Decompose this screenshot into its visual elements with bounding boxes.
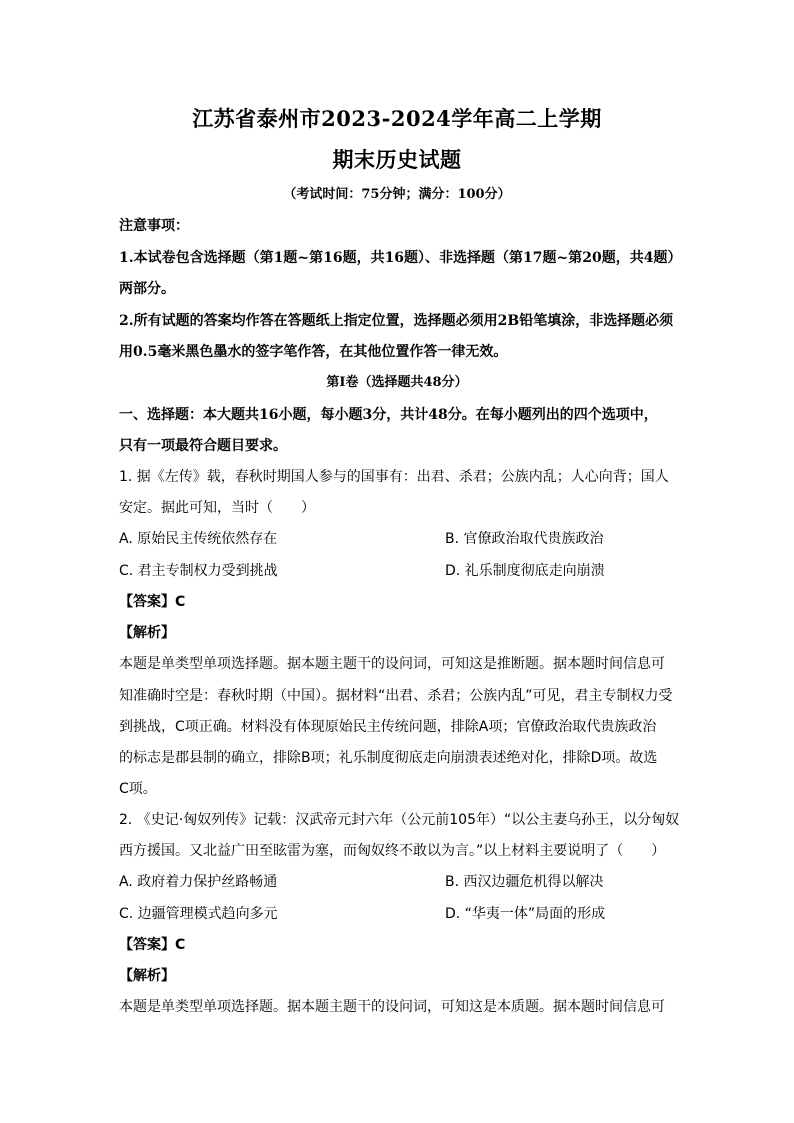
section-instruction-line1: 一、选择题：本大题共16小题，每小题3分，共计48分。在每小题列出的四个选项中， [119,407,658,423]
q1-option-b: B. 官僚政治取代贵族政治 [445,531,604,547]
page-title-line1: 江苏省泰州市2023-2024学年高二上学期 [192,106,602,131]
q2-stem-line2: 西方援国。又北益广田至眩雷为塞，而匈奴终不敢以为言。”以上材料主要说明了（ ） [119,843,666,859]
q2-stem-line1: 2. 《史记·匈奴列传》记载：汉武帝元封六年（公元前105年）“以公主妻乌孙王，以分匈奴 [119,812,680,828]
q2-answer: 【答案】C [119,937,186,953]
q1-analysis-line: C项。 [119,781,157,797]
q2-option-d: D. “华夷一体”局面的形成 [445,906,606,922]
q1-option-c: C. 君主专制权力受到挑战 [119,563,278,579]
q2-analysis-label: 【解析】 [119,968,175,984]
q1-option-a: A. 原始民主传统依然存在 [119,531,278,547]
q2-analysis-line: 本题是单类型单项选择题。据本题主题干的设问词，可知这是本质题。据本题时间信息可 [119,999,665,1015]
q1-analysis-line: 知准确时空是：春秋时期（中国）。据材料“出君、杀君；公族内乱”可见，君主专制权力受 [119,688,673,704]
section-title: 第Ⅰ卷（选择题共48分） [326,375,468,390]
q1-analysis-line: 到挑战，C项正确。材料没有体现原始民主传统问题，排除A项；官僚政治取代贵族政治 [119,719,657,735]
q2-option-b: B. 西汉边疆危机得以解决 [445,874,604,890]
q1-analysis-line: 的标志是郡县制的确立，排除B项；礼乐制度彻底走向崩溃表述绝对化，排除D项。故选 [119,750,658,766]
q1-stem-line2: 安定。据此可知，当时（ ） [119,500,315,516]
exam-info: （考试时间：75分钟；满分：100分） [283,187,511,202]
q2-option-c: C. 边疆管理模式趋向多元 [119,906,278,922]
notice-item1-line1: 1.本试卷包含选择题（第1题~第16题，共16题）、非选择题（第17题~第20题，共4题） [119,250,682,266]
q1-analysis-line: 本题是单类型单项选择题。据本题主题干的设问词，可知这是推断题。据本题时间信息可 [119,656,665,672]
q1-option-d: D. 礼乐制度彻底走向崩溃 [445,563,605,579]
q1-answer: 【答案】C [119,594,186,610]
notice-item2-line2: 用0.5毫米黑色墨水的签字笔作答，在其他位置作答一律无效。 [119,344,508,360]
section-instruction-line2: 只有一项最符合题目要求。 [119,438,287,454]
q1-stem-line1: 1. 据《左传》载，春秋时期国人参与的国事有：出君、杀君；公族内乱；人心向背；国人 [119,469,669,485]
page-title-line2: 期末历史试题 [332,147,462,172]
notice-heading: 注意事项： [119,218,189,234]
q1-analysis-label: 【解析】 [119,625,175,641]
notice-item2-line1: 2.所有试题的答案均作答在答题纸上指定位置，选择题必须用2B铅笔填涂，非选择题必须 [119,313,674,329]
q2-option-a: A. 政府着力保护丝路畅通 [119,874,278,890]
notice-item1-line2: 两部分。 [119,281,175,297]
